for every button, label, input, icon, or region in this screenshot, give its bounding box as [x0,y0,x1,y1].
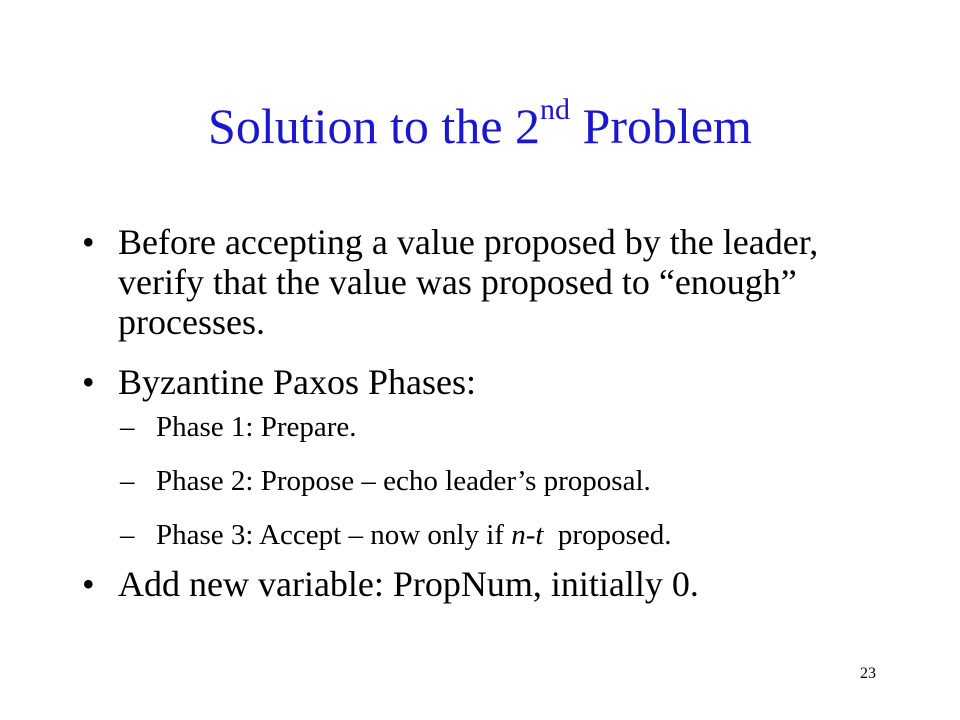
bullet-list [80,222,900,604]
page-number: 23 [860,665,876,682]
sub-bullet-text-after: proposed. [543,519,672,551]
sub-bullet-list [80,410,900,552]
bullet-item [80,564,900,604]
sub-bullet-text: Phase 1: Prepare. [156,411,357,443]
sub-bullet-italic: n-t [511,519,544,551]
dash-bullet-icon: – [120,465,135,497]
sub-bullet-item [80,464,900,498]
bullet-item [80,362,900,402]
bullet-item [80,222,900,342]
title-end: Problem [570,98,752,154]
bullet-text: Add new variable: PropNum, initially 0. [118,564,699,604]
slide-title [0,93,960,156]
sub-bullet-text: Phase 2: Propose – echo leader’s proposal. [156,465,651,497]
bullet-dot-icon: • [82,222,95,262]
bullet-text: Before accepting a value proposed by the leader, verify that the value was proposed to “enough” processes. [118,222,819,342]
dash-bullet-icon: – [120,519,135,551]
bullet-text: Byzantine Paxos Phases: [118,362,476,402]
bullet-dot-icon: • [82,362,95,402]
title-superscript: nd [540,93,571,127]
title-main: Solution to the 2 [208,98,541,154]
sub-bullet-group [80,410,900,552]
sub-bullet-text-before: Phase 3: Accept – now only if [156,519,512,551]
bullet-dot-icon: • [82,564,95,604]
sub-bullet-item [80,410,900,444]
dash-bullet-icon: – [120,411,135,443]
sub-bullet-item [80,518,900,552]
